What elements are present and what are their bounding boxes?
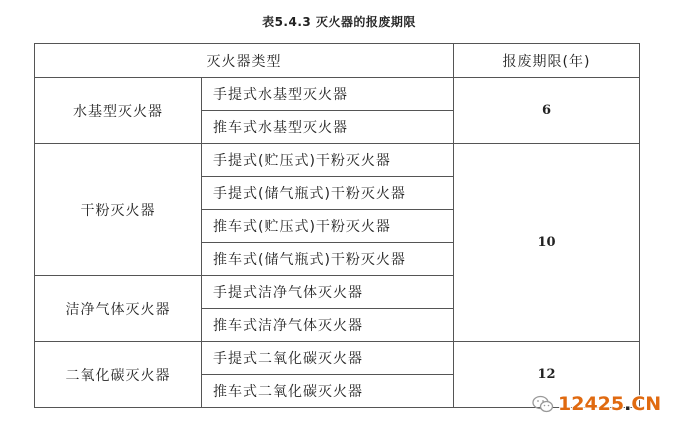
subtype-cell: 推车式洁净气体灭火器 <box>202 309 454 342</box>
watermark-text: 12425.CN <box>558 393 662 415</box>
subtype-cell: 手提式洁净气体灭火器 <box>202 276 454 309</box>
table-row <box>35 144 640 177</box>
header-row <box>35 44 640 78</box>
site-watermark <box>532 384 672 424</box>
wechat-icon <box>532 395 554 413</box>
years-co2: 12 <box>454 342 640 408</box>
subtype-cell: 手提式(贮压式)干粉灭火器 <box>202 144 454 177</box>
subtype-cell: 推车式二氧化碳灭火器 <box>202 375 454 408</box>
group-clean-agent: 洁净气体灭火器 <box>35 276 202 342</box>
table-row <box>35 78 640 111</box>
subtype-cell: 推车式(储气瓶式)干粉灭火器 <box>202 243 454 276</box>
group-co2: 二氧化碳灭火器 <box>35 342 202 408</box>
table-caption: 表5.4.3 灭火器的报废期限 <box>262 15 416 29</box>
years-water-based: 6 <box>454 78 640 144</box>
subtype-cell: 手提式(储气瓶式)干粉灭火器 <box>202 177 454 210</box>
header-type: 灭火器类型 <box>35 44 454 78</box>
scrap-limit-table <box>34 43 640 408</box>
subtype-cell: 手提式二氧化碳灭火器 <box>202 342 454 375</box>
group-water-based: 水基型灭火器 <box>35 78 202 144</box>
subtype-cell: 推车式(贮压式)干粉灭火器 <box>202 210 454 243</box>
table-row <box>35 342 640 375</box>
header-years: 报废期限(年) <box>454 44 640 78</box>
subtype-cell: 手提式水基型灭火器 <box>202 78 454 111</box>
years-dry-powder-clean-agent: 10 <box>454 144 640 342</box>
group-dry-powder: 干粉灭火器 <box>35 144 202 276</box>
subtype-cell: 推车式水基型灭火器 <box>202 111 454 144</box>
